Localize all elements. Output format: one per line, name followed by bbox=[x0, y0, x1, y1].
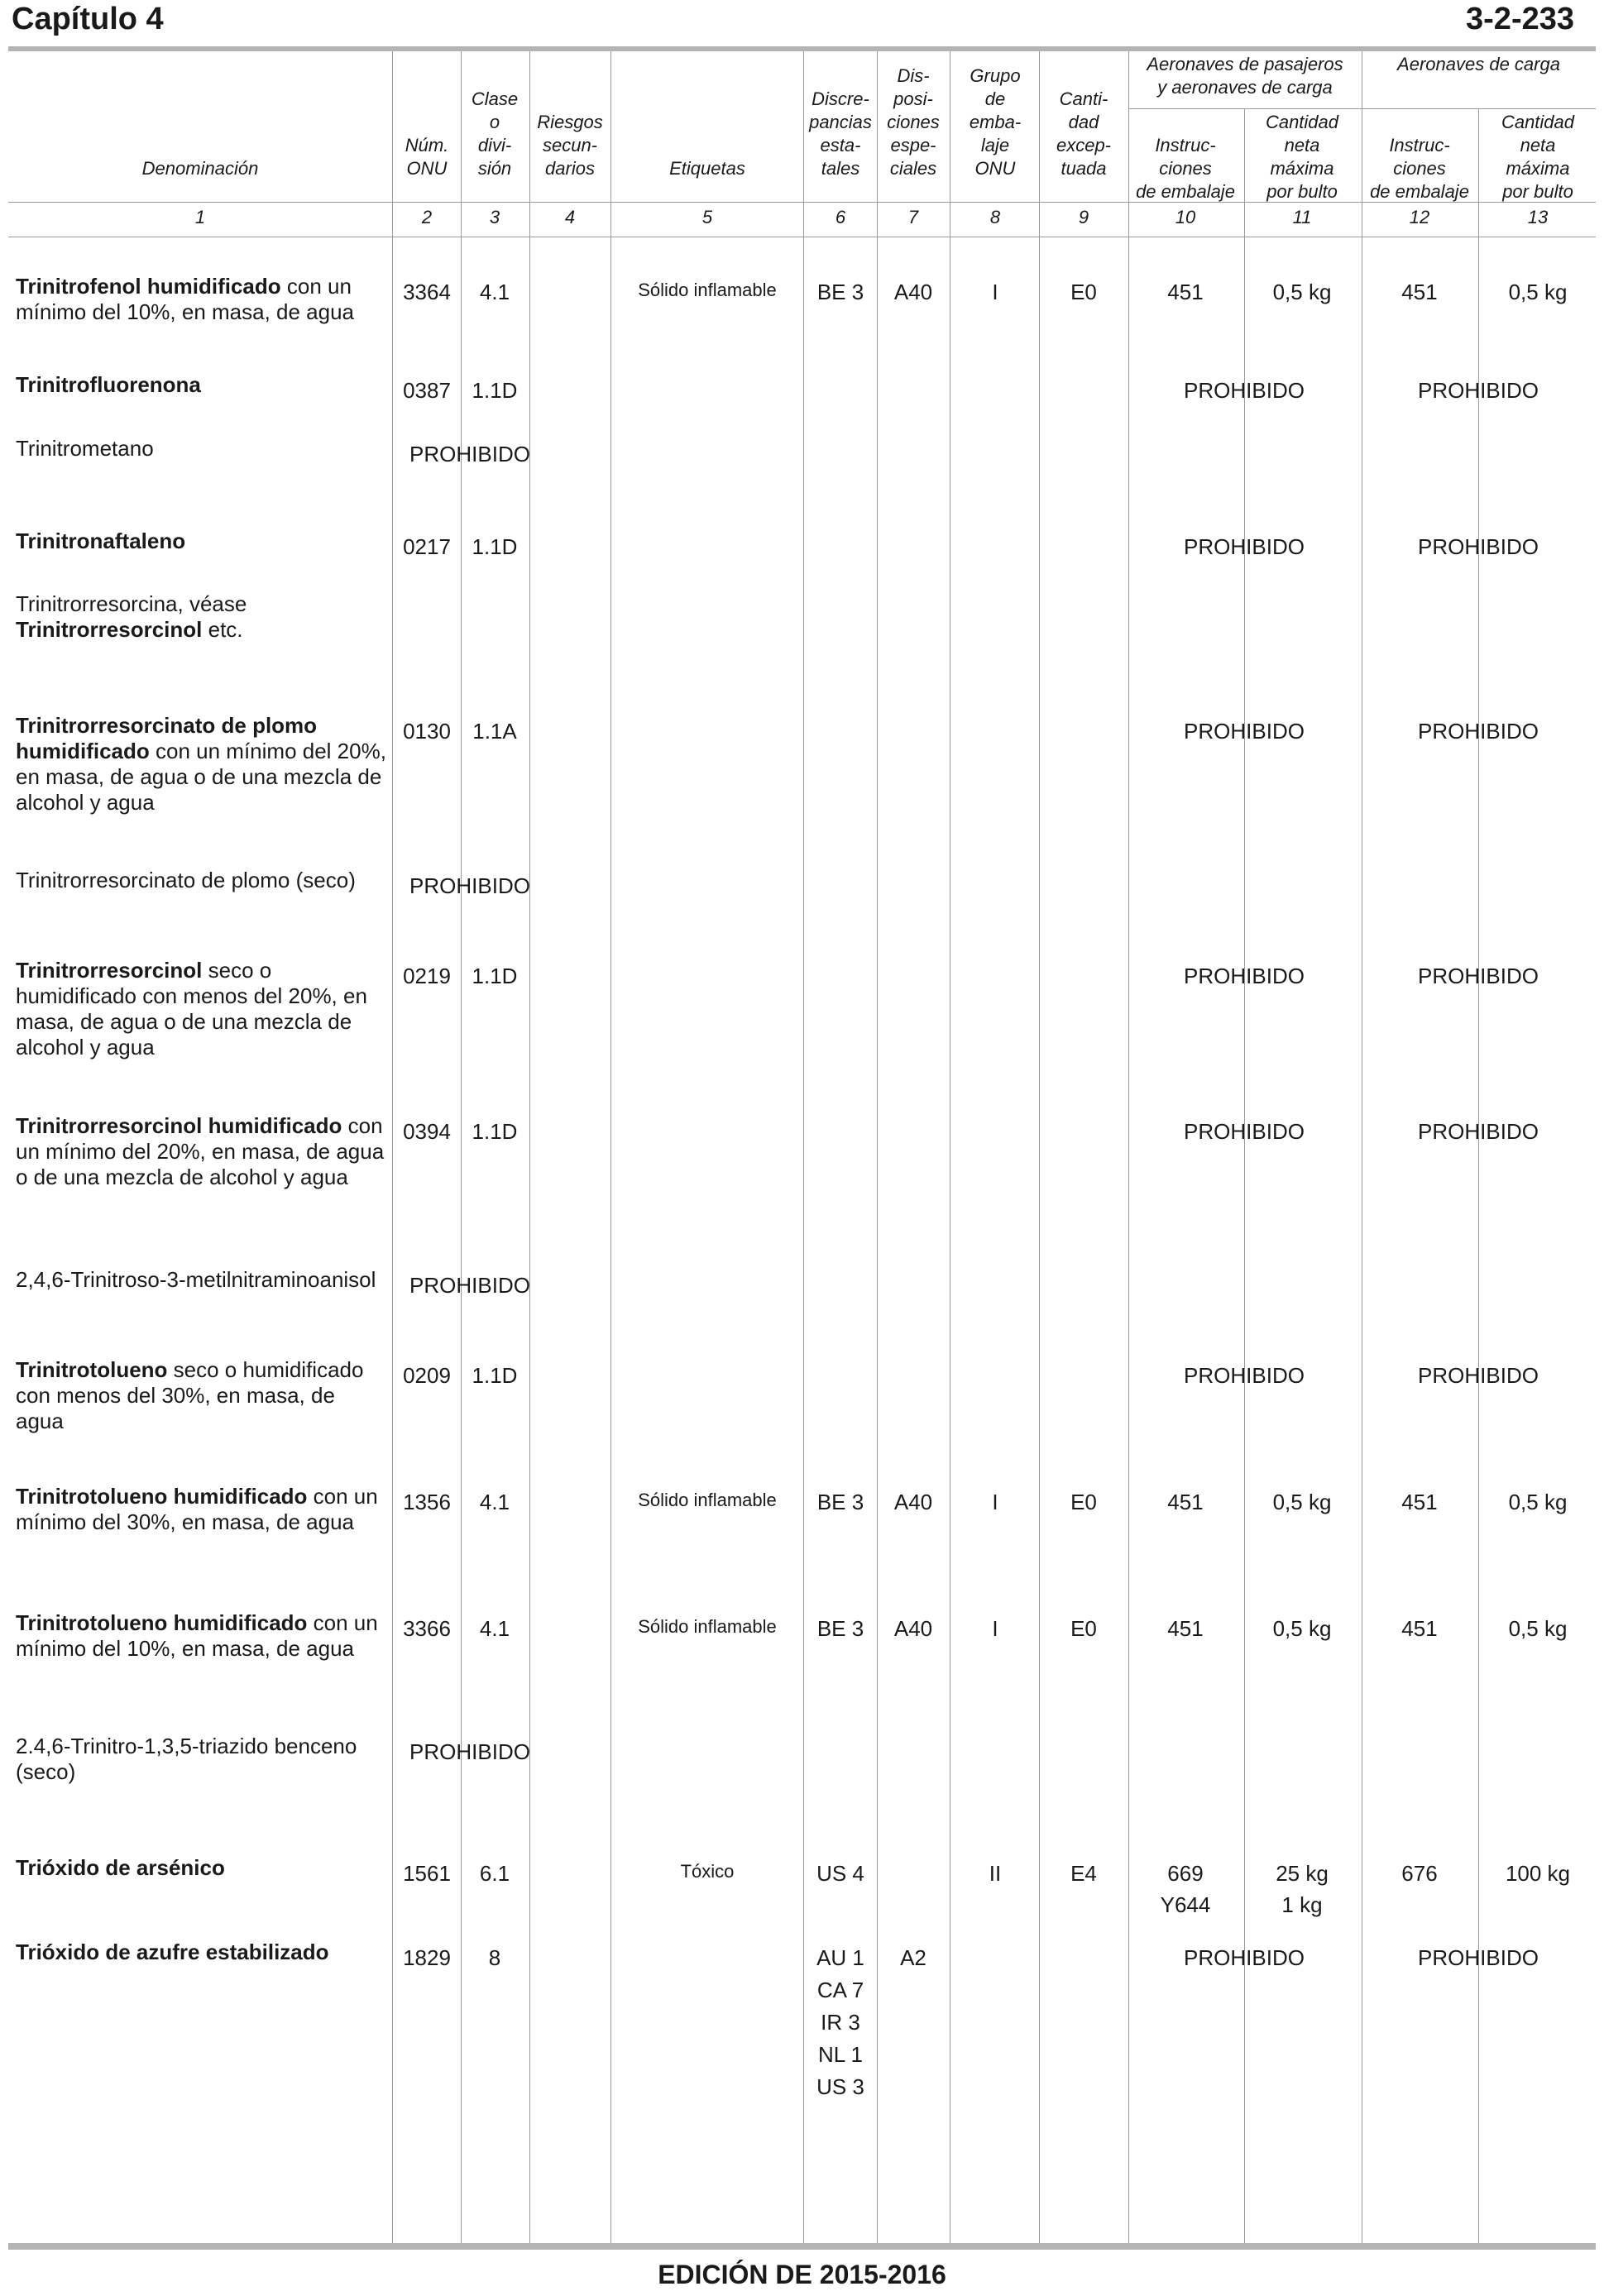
max-net-quantity-pax: 0,5 kg bbox=[1272, 1490, 1332, 1514]
special-provision: A2 bbox=[900, 1945, 926, 1970]
prohibido-cao: PROHIBIDO bbox=[1418, 1119, 1539, 1144]
denominacion-cell: Trinitrotolueno seco o humidificado con menos del 30%, en masa, de agua bbox=[16, 1357, 364, 1433]
packing-instruction-pax: 669 bbox=[1167, 1861, 1204, 1886]
max-net-quantity-pax: 25 kg bbox=[1276, 1861, 1329, 1886]
chapter-title: Capítulo 4 bbox=[12, 2, 164, 36]
denominacion-cell: 2,4,6-Trinitroso-3-metilnitraminoanisol bbox=[16, 1267, 376, 1292]
excepted-quantity: E0 bbox=[1070, 1616, 1097, 1641]
column-number: 7 bbox=[907, 207, 919, 227]
class-division: 1.1D bbox=[472, 964, 518, 988]
header-carga-group: Aeronaves de carga bbox=[1397, 54, 1560, 74]
column-separator bbox=[1478, 109, 1479, 2243]
packing-group: I bbox=[992, 280, 998, 304]
max-net-quantity-cao: 100 kg bbox=[1505, 1861, 1571, 1886]
class-division: 4.1 bbox=[479, 280, 510, 304]
prohibido-pax: PROHIBIDO bbox=[1184, 1119, 1305, 1144]
labels: Sólido inflamable bbox=[638, 1616, 777, 1637]
un-number: 0130 bbox=[403, 719, 451, 744]
column-number: 13 bbox=[1527, 207, 1549, 227]
packing-instruction-cao: 676 bbox=[1401, 1861, 1438, 1886]
page-number: 3-2-233 bbox=[1466, 2, 1574, 36]
header-divider bbox=[8, 202, 1596, 203]
special-provision: A40 bbox=[893, 1490, 933, 1514]
prohibido-cao: PROHIBIDO bbox=[1418, 719, 1539, 744]
max-net-quantity-pax: 0,5 kg bbox=[1272, 280, 1332, 304]
header-discrepancias: Discre- pancias esta- tales bbox=[809, 88, 872, 179]
column-separator bbox=[529, 51, 530, 2243]
header-denominacion: Denominación bbox=[141, 158, 259, 179]
class-division: 8 bbox=[488, 1945, 501, 1970]
excepted-quantity: E4 bbox=[1070, 1861, 1097, 1886]
class-division: 1.1D bbox=[472, 534, 518, 559]
un-number: 1829 bbox=[403, 1945, 451, 1970]
header-clase: Clase o divi- sión bbox=[471, 88, 519, 179]
header-disposiciones: Dis- posi- ciones espe- ciales bbox=[887, 65, 940, 179]
prohibido-pax: PROHIBIDO bbox=[1184, 719, 1305, 744]
column-number: 10 bbox=[1175, 207, 1196, 227]
packing-group: II bbox=[989, 1861, 1002, 1886]
denominacion-cell: Trinitrorresorcinol humidificado con un mínimo del 20%, en masa, de agua o de una mezcla de alcohol y agua bbox=[16, 1113, 385, 1189]
packing-instruction-pax: 451 bbox=[1167, 1616, 1204, 1641]
denominacion-cell: Trióxido de azufre estabilizado bbox=[16, 1940, 329, 1964]
prohibido-cao: PROHIBIDO bbox=[1418, 1945, 1539, 1970]
header-cantidad-neta-pax: Cantidad neta máxima por bulto bbox=[1265, 112, 1339, 202]
denominacion-cell: Trinitrorresorcinato de plomo (seco) bbox=[16, 868, 356, 892]
un-number: 3366 bbox=[403, 1616, 451, 1641]
denominacion-cell: Trióxido de arsénico bbox=[16, 1855, 225, 1880]
state-variation: AU 1 bbox=[816, 1945, 864, 1970]
un-number: 0394 bbox=[403, 1119, 451, 1144]
denominacion-cell: 2.4,6-Trinitro-1,3,5-triazido benceno (seco) bbox=[16, 1734, 357, 1784]
column-number: 8 bbox=[989, 207, 1001, 227]
special-provision: A40 bbox=[893, 1616, 933, 1641]
denominacion-cell: Trinitrotolueno humidificado con un mínimo del 30%, en masa, de agua bbox=[16, 1484, 378, 1534]
prohibido-cao: PROHIBIDO bbox=[1418, 964, 1539, 988]
group-header-rule bbox=[1128, 108, 1362, 109]
packing-instruction-cao: 451 bbox=[1401, 1616, 1438, 1641]
column-number: 4 bbox=[564, 207, 576, 227]
class-division: 4.1 bbox=[479, 1490, 510, 1514]
column-separator bbox=[1039, 51, 1040, 2243]
state-variation: BE 3 bbox=[816, 280, 864, 304]
header-instrucciones-pax: Instruc- ciones de embalaje bbox=[1136, 135, 1235, 202]
state-variation: US 3 bbox=[816, 2074, 864, 2099]
header-cantidad-exceptuada: Canti- dad excep- tuada bbox=[1056, 88, 1112, 179]
header-instrucciones-cao: Instruc- ciones de embalaje bbox=[1370, 135, 1469, 202]
denominacion-cell: Trinitrorresorcina, véase Trinitrorresorcinol etc. bbox=[16, 591, 247, 642]
denominacion-cell: Trinitrotolueno humidificado con un mínimo del 10%, en masa, de agua bbox=[16, 1610, 378, 1661]
un-number: 3364 bbox=[403, 280, 451, 304]
header-riesgos: Riesgos secun- darios bbox=[537, 112, 603, 179]
class-division: 1.1A bbox=[472, 719, 517, 744]
packing-instruction-pax: 451 bbox=[1167, 1490, 1204, 1514]
column-separator bbox=[610, 51, 611, 2243]
header-pasajeros-group: Aeronaves de pasajeros y aeronaves de carga bbox=[1147, 54, 1343, 98]
excepted-quantity: E0 bbox=[1070, 280, 1097, 304]
special-provision: A40 bbox=[893, 280, 933, 304]
denominacion-cell: Trinitronaftaleno bbox=[16, 529, 186, 553]
state-variation: NL 1 bbox=[818, 2042, 863, 2067]
column-separator bbox=[392, 51, 393, 2243]
denominacion-cell: Trinitrofluorenona bbox=[16, 372, 201, 397]
column-separator bbox=[1244, 109, 1245, 2243]
column-number: 6 bbox=[835, 207, 846, 227]
state-variation: BE 3 bbox=[816, 1616, 864, 1641]
denominacion-cell: Trinitrometano bbox=[16, 436, 154, 461]
column-number: 5 bbox=[701, 207, 713, 227]
class-division: 1.1D bbox=[472, 378, 518, 403]
column-number: 2 bbox=[421, 207, 433, 227]
class-division: 6.1 bbox=[479, 1861, 510, 1886]
prohibido-all: PROHIBIDO bbox=[409, 873, 530, 898]
packing-instruction-cao: 451 bbox=[1401, 280, 1438, 304]
packing-instruction-pax: 451 bbox=[1167, 280, 1204, 304]
max-net-quantity-cao: 0,5 kg bbox=[1508, 1490, 1568, 1514]
prohibido-cao: PROHIBIDO bbox=[1418, 534, 1539, 559]
state-variation: CA 7 bbox=[816, 1978, 864, 2002]
column-number: 1 bbox=[194, 207, 206, 227]
header-etiquetas: Etiquetas bbox=[669, 158, 745, 179]
denominacion-cell: Trinitrofenol humidificado con un mínimo del 10%, en masa, de agua bbox=[16, 274, 355, 324]
packing-instruction-cao: 451 bbox=[1401, 1490, 1438, 1514]
un-number: 0219 bbox=[403, 964, 451, 988]
denominacion-cell: Trinitrorresorcinato de plomo humidificado con un mínimo del 20%, en masa, de agua o de una mezcla de alcohol y agua bbox=[16, 713, 386, 815]
un-number: 0209 bbox=[403, 1363, 451, 1388]
bottom-rule bbox=[8, 2243, 1596, 2250]
prohibido-pax: PROHIBIDO bbox=[1184, 534, 1305, 559]
packing-group: I bbox=[992, 1616, 998, 1641]
max-net-quantity-pax: 0,5 kg bbox=[1272, 1616, 1332, 1641]
packing-instruction-pax: Y644 bbox=[1160, 1892, 1211, 1917]
header-num-onu: Núm. ONU bbox=[405, 135, 449, 179]
max-net-quantity-cao: 0,5 kg bbox=[1508, 280, 1568, 304]
state-variation: IR 3 bbox=[821, 2010, 860, 2035]
state-variation: US 4 bbox=[816, 1861, 864, 1886]
column-number: 11 bbox=[1292, 207, 1312, 227]
labels: Sólido inflamable bbox=[638, 280, 777, 300]
prohibido-pax: PROHIBIDO bbox=[1184, 1363, 1305, 1388]
header-grupo: Grupo de emba- laje ONU bbox=[969, 65, 1022, 179]
column-number: 12 bbox=[1409, 207, 1430, 227]
class-division: 1.1D bbox=[472, 1119, 518, 1144]
labels: Sólido inflamable bbox=[638, 1490, 777, 1510]
un-number: 0217 bbox=[403, 534, 451, 559]
class-division: 4.1 bbox=[479, 1616, 510, 1641]
prohibido-cao: PROHIBIDO bbox=[1418, 1363, 1539, 1388]
prohibido-all: PROHIBIDO bbox=[409, 442, 530, 466]
header-cantidad-neta-cao: Cantidad neta máxima por bulto bbox=[1501, 112, 1575, 202]
prohibido-pax: PROHIBIDO bbox=[1184, 1945, 1305, 1970]
excepted-quantity: E0 bbox=[1070, 1490, 1097, 1514]
column-number: 9 bbox=[1078, 207, 1089, 227]
prohibido-cao: PROHIBIDO bbox=[1418, 378, 1539, 403]
un-number: 1356 bbox=[403, 1490, 451, 1514]
prohibido-all: PROHIBIDO bbox=[409, 1273, 530, 1298]
edition-footer: EDICIÓN DE 2015-2016 bbox=[658, 2260, 946, 2289]
un-number: 0387 bbox=[403, 378, 451, 403]
prohibido-pax: PROHIBIDO bbox=[1184, 378, 1305, 403]
class-division: 1.1D bbox=[472, 1363, 518, 1388]
column-separator bbox=[803, 51, 804, 2243]
denominacion-cell: Trinitrorresorcinol seco o humidificado con menos del 20%, en masa, de agua o de una mezcla de alcohol y agua bbox=[16, 958, 367, 1060]
max-net-quantity-cao: 0,5 kg bbox=[1508, 1616, 1568, 1641]
un-number: 1561 bbox=[403, 1861, 451, 1886]
prohibido-pax: PROHIBIDO bbox=[1184, 964, 1305, 988]
labels: Tóxico bbox=[680, 1861, 735, 1882]
column-number: 3 bbox=[489, 207, 500, 227]
packing-group: I bbox=[992, 1490, 998, 1514]
top-rule bbox=[8, 46, 1596, 51]
prohibido-all: PROHIBIDO bbox=[409, 1739, 530, 1764]
column-separator bbox=[877, 51, 878, 2243]
max-net-quantity-pax: 1 kg bbox=[1281, 1892, 1323, 1917]
state-variation: BE 3 bbox=[816, 1490, 864, 1514]
